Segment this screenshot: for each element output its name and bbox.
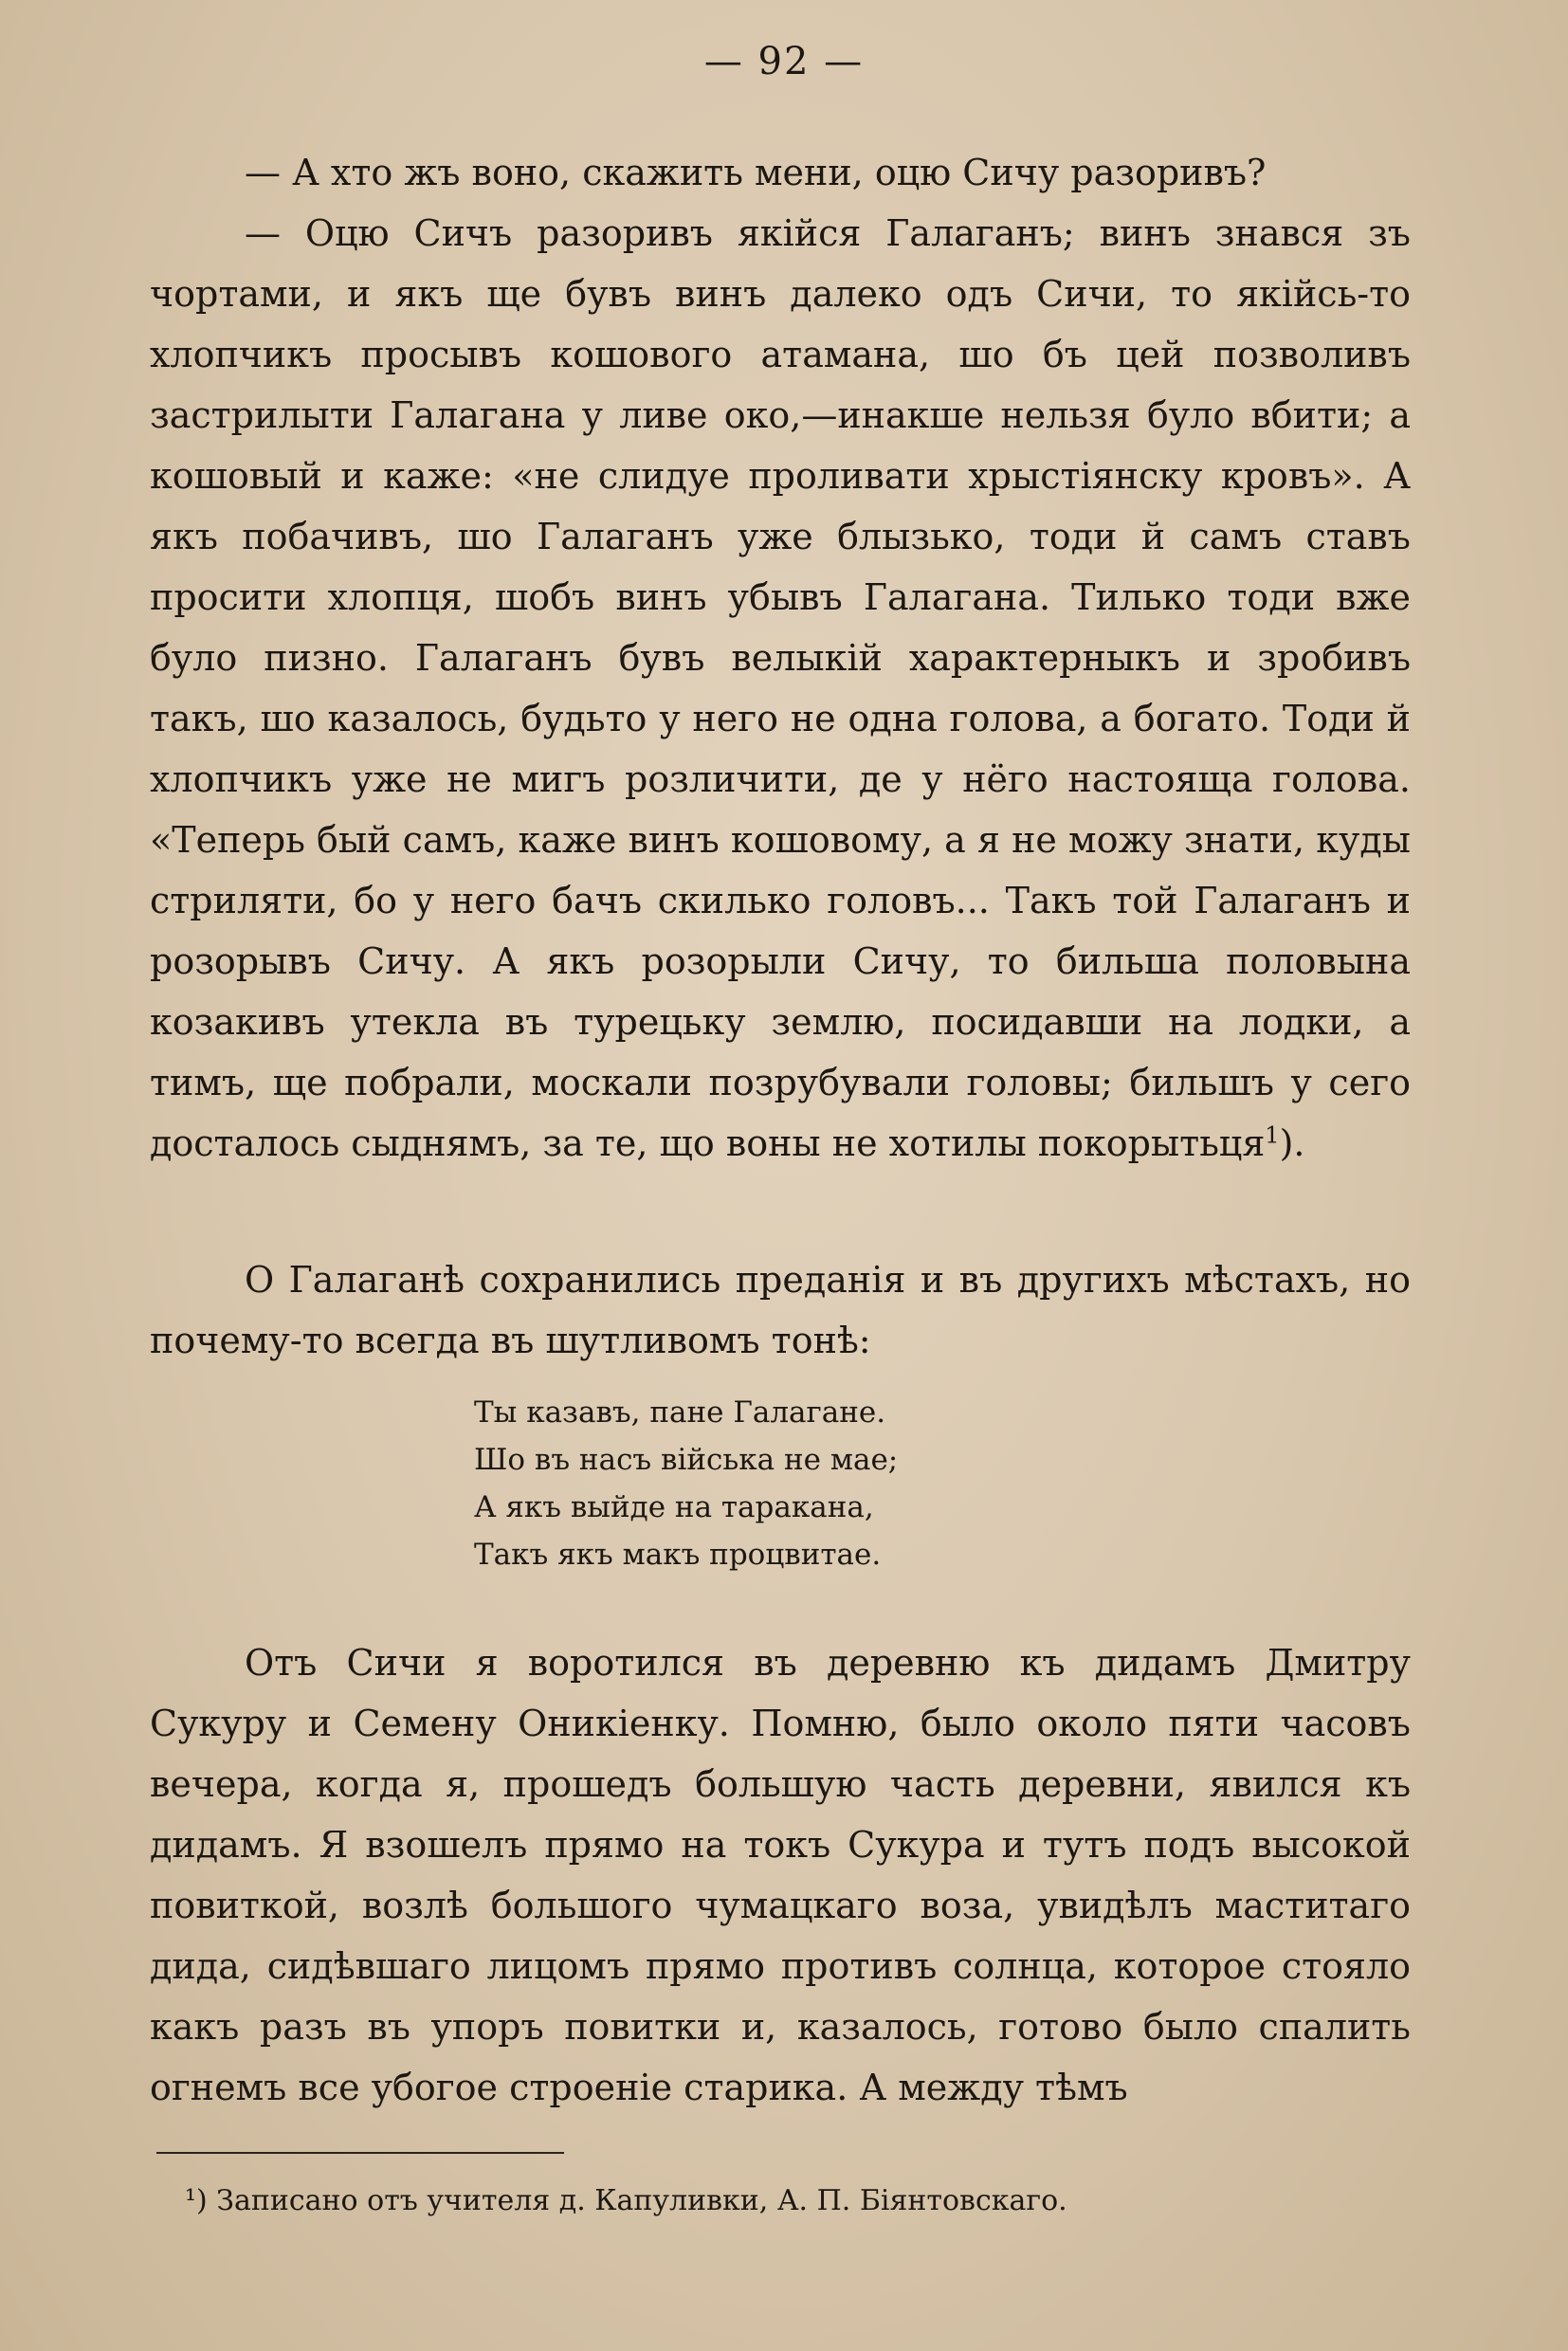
footnote-text: Записано отъ учителя д. Капуливки, А. П. Біянтовскаго. [216,2184,1067,2217]
verse-line: Ты казавъ, пане Галагане. [474,1395,886,1430]
footnote-divider [156,2152,564,2154]
footnote-marker: ¹) [185,2184,208,2217]
paragraph-question: — А хто жъ воно, скажить мени, оцю Сичу разоривъ? [245,152,1267,193]
verse-line: Шо въ насъ війська не мае; [474,1443,899,1477]
paragraph-visit-to-did: Отъ Сичи я воротился въ деревню къ дидамъ Дмитру Сукуру и Семену Оникіенку. Помню, было около пяти часовъ вечера, когда я, прошедъ большую часть деревни, явился къ дидамъ. Я взошелъ прямо на токъ Сукура и тутъ подъ высокой повиткой, возлѣ большого чумацкаго воза, увидѣлъ маститаго дида, сидѣвшаго лицомъ прямо противъ солнца, которое стояло какъ разъ въ упоръ повитки и, казалось, готово было спалить огнемъ все убогое строеніе старика. А между тѣмъ [150,1642,1411,2108]
verse-line: А якъ выйде на таракана, [474,1490,874,1524]
footnote-reference: 1 [1265,1121,1280,1149]
legends-block [150,1249,1411,1371]
paragraph-galagan-story [150,203,1411,1174]
paragraph-galagan-story-end: ). [1279,1122,1305,1164]
paragraph-galagan-story-text: — Оцю Сичъ разоривъ якійся Галаганъ; винъ знався зъ чортами, и якъ ще бувъ винъ далеко одъ Сичи, то якійсь-то хлопчикъ просывъ кошового атамана, шо бъ цей позволивъ застрилыти Галагана у ливе око,—инакше нельзя було вбити; а кошовый и каже: «не слидуе проливати хрыстіянску кровъ». А якъ побачивъ, шо Галаганъ уже блызько, тоди й самъ ставъ просити хлопця, шобъ винъ убывъ Галагана. Тилько тоди вже було пизно. Галаганъ бувъ велыкій характерныкъ и зробивъ такъ, шо казалось, будьто у него не одна голова, а богато. Тоди й хлопчикъ уже не мигъ розличити, де у нёго настояща голова. «Теперь бый самъ, каже винъ кошовому, а я не можу знати, куды стриляти, бо у него бачъ скилько головъ... Такъ той Галаганъ и розорывъ Сичу. А якъ розорыли Сичу, то бильша половына козакивъ утекла въ турецьку землю, посидавши на лодки, а тимъ, ще побрали, москали позрубували головы; бильшъ у сего досталось сыднямъ, за те, що воны не хотилы покорытьця [150,212,1411,1164]
dialogue-block [150,142,1411,1174]
verse-line: Такъ якъ макъ процвитае. [474,1538,882,1572]
narrative-block [150,1632,1411,2118]
footnote [185,2180,1067,2222]
folk-verse [474,1389,898,1578]
paragraph-legends: О Галаганѣ сохранились преданія и въ другихъ мѣстахъ, но почему-то всегда въ шутливомъ тонѣ: [150,1259,1411,1361]
page-number: — 92 — [703,40,865,83]
